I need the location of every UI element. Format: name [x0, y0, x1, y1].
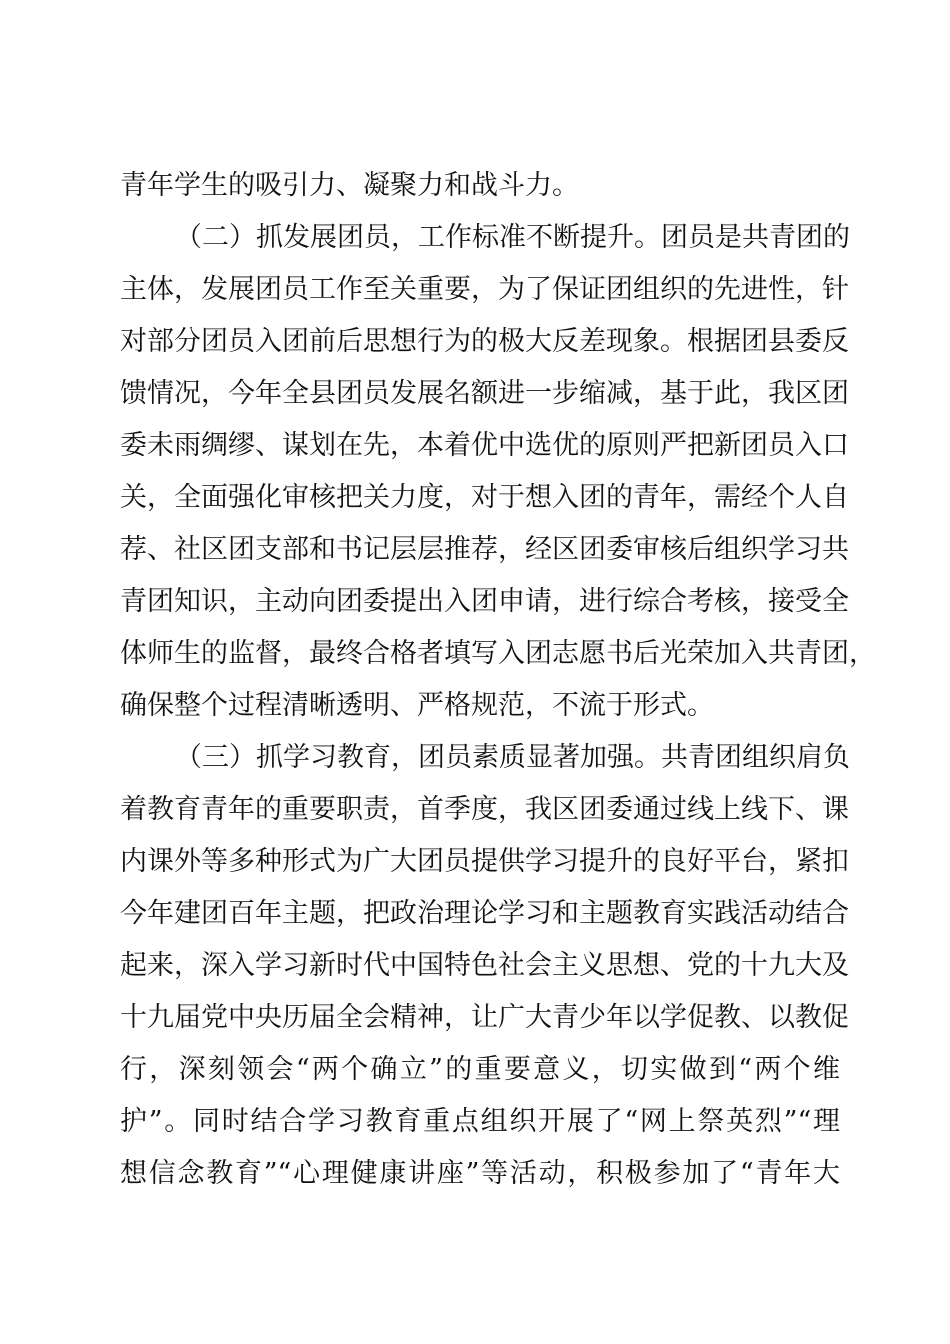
text-line-4: 对部分团员入团前后思想行为的极大反差现象。根据团县委反 — [120, 326, 849, 357]
text-line-14: 内课外等多种形式为广大团员提供学习提升的良好平台，紧扣 — [120, 846, 849, 877]
text-line-11: 确保整个过程清晰透明、严格规范，不流于形式。 — [120, 690, 714, 721]
text-line-17: 十九届党中央历届全会精神，让广大青少年以学促教、以教促 — [120, 1002, 849, 1033]
text-line-8: 荐、社区团支部和书记层层推荐，经区团委审核后组织学习共 — [120, 534, 849, 565]
text-line-1: 青年学生的吸引力、凝聚力和战斗力。 — [120, 170, 579, 201]
text-line-15: 今年建团百年主题，把政治理论学习和主题教育实践活动结合 — [120, 898, 849, 929]
text-line-6: 委未雨绸缪、谋划在先，本着优中选优的原则严把新团员入口 — [120, 430, 849, 461]
text-line-7: 关，全面强化审核把关力度，对于想入团的青年，需经个人自 — [120, 482, 849, 513]
text-line-19: 护”。同时结合学习教育重点组织开展了“网上祭英烈”“理 — [120, 1106, 840, 1137]
text-line-9: 青团知识，主动向团委提出入团申请，进行综合考核，接受全 — [120, 586, 849, 617]
text-line-18: 行，深刻领会“两个确立”的重要意义，切实做到“两个维 — [120, 1054, 840, 1085]
text-line-12: （三）抓学习教育，团员素质显著加强。共青团组织肩负 — [175, 742, 850, 773]
text-line-5: 馈情况，今年全县团员发展名额进一步缩减，基于此，我区团 — [120, 378, 849, 409]
text-line-13: 着教育青年的重要职责，首季度，我区团委通过线上线下、课 — [120, 794, 849, 825]
text-line-3: 主体，发展团员工作至关重要，为了保证团组织的先进性，针 — [120, 274, 849, 305]
text-line-16: 起来，深入学习新时代中国特色社会主义思想、党的十九大及 — [120, 950, 849, 981]
text-line-20: 想信念教育”“心理健康讲座”等活动，积极参加了“青年大 — [120, 1158, 840, 1189]
text-line-2: （二）抓发展团员，工作标准不断提升。团员是共青团的 — [175, 222, 850, 253]
text-line-10: 体师生的监督，最终合格者填写入团志愿书后光荣加入共青团， — [120, 638, 876, 669]
